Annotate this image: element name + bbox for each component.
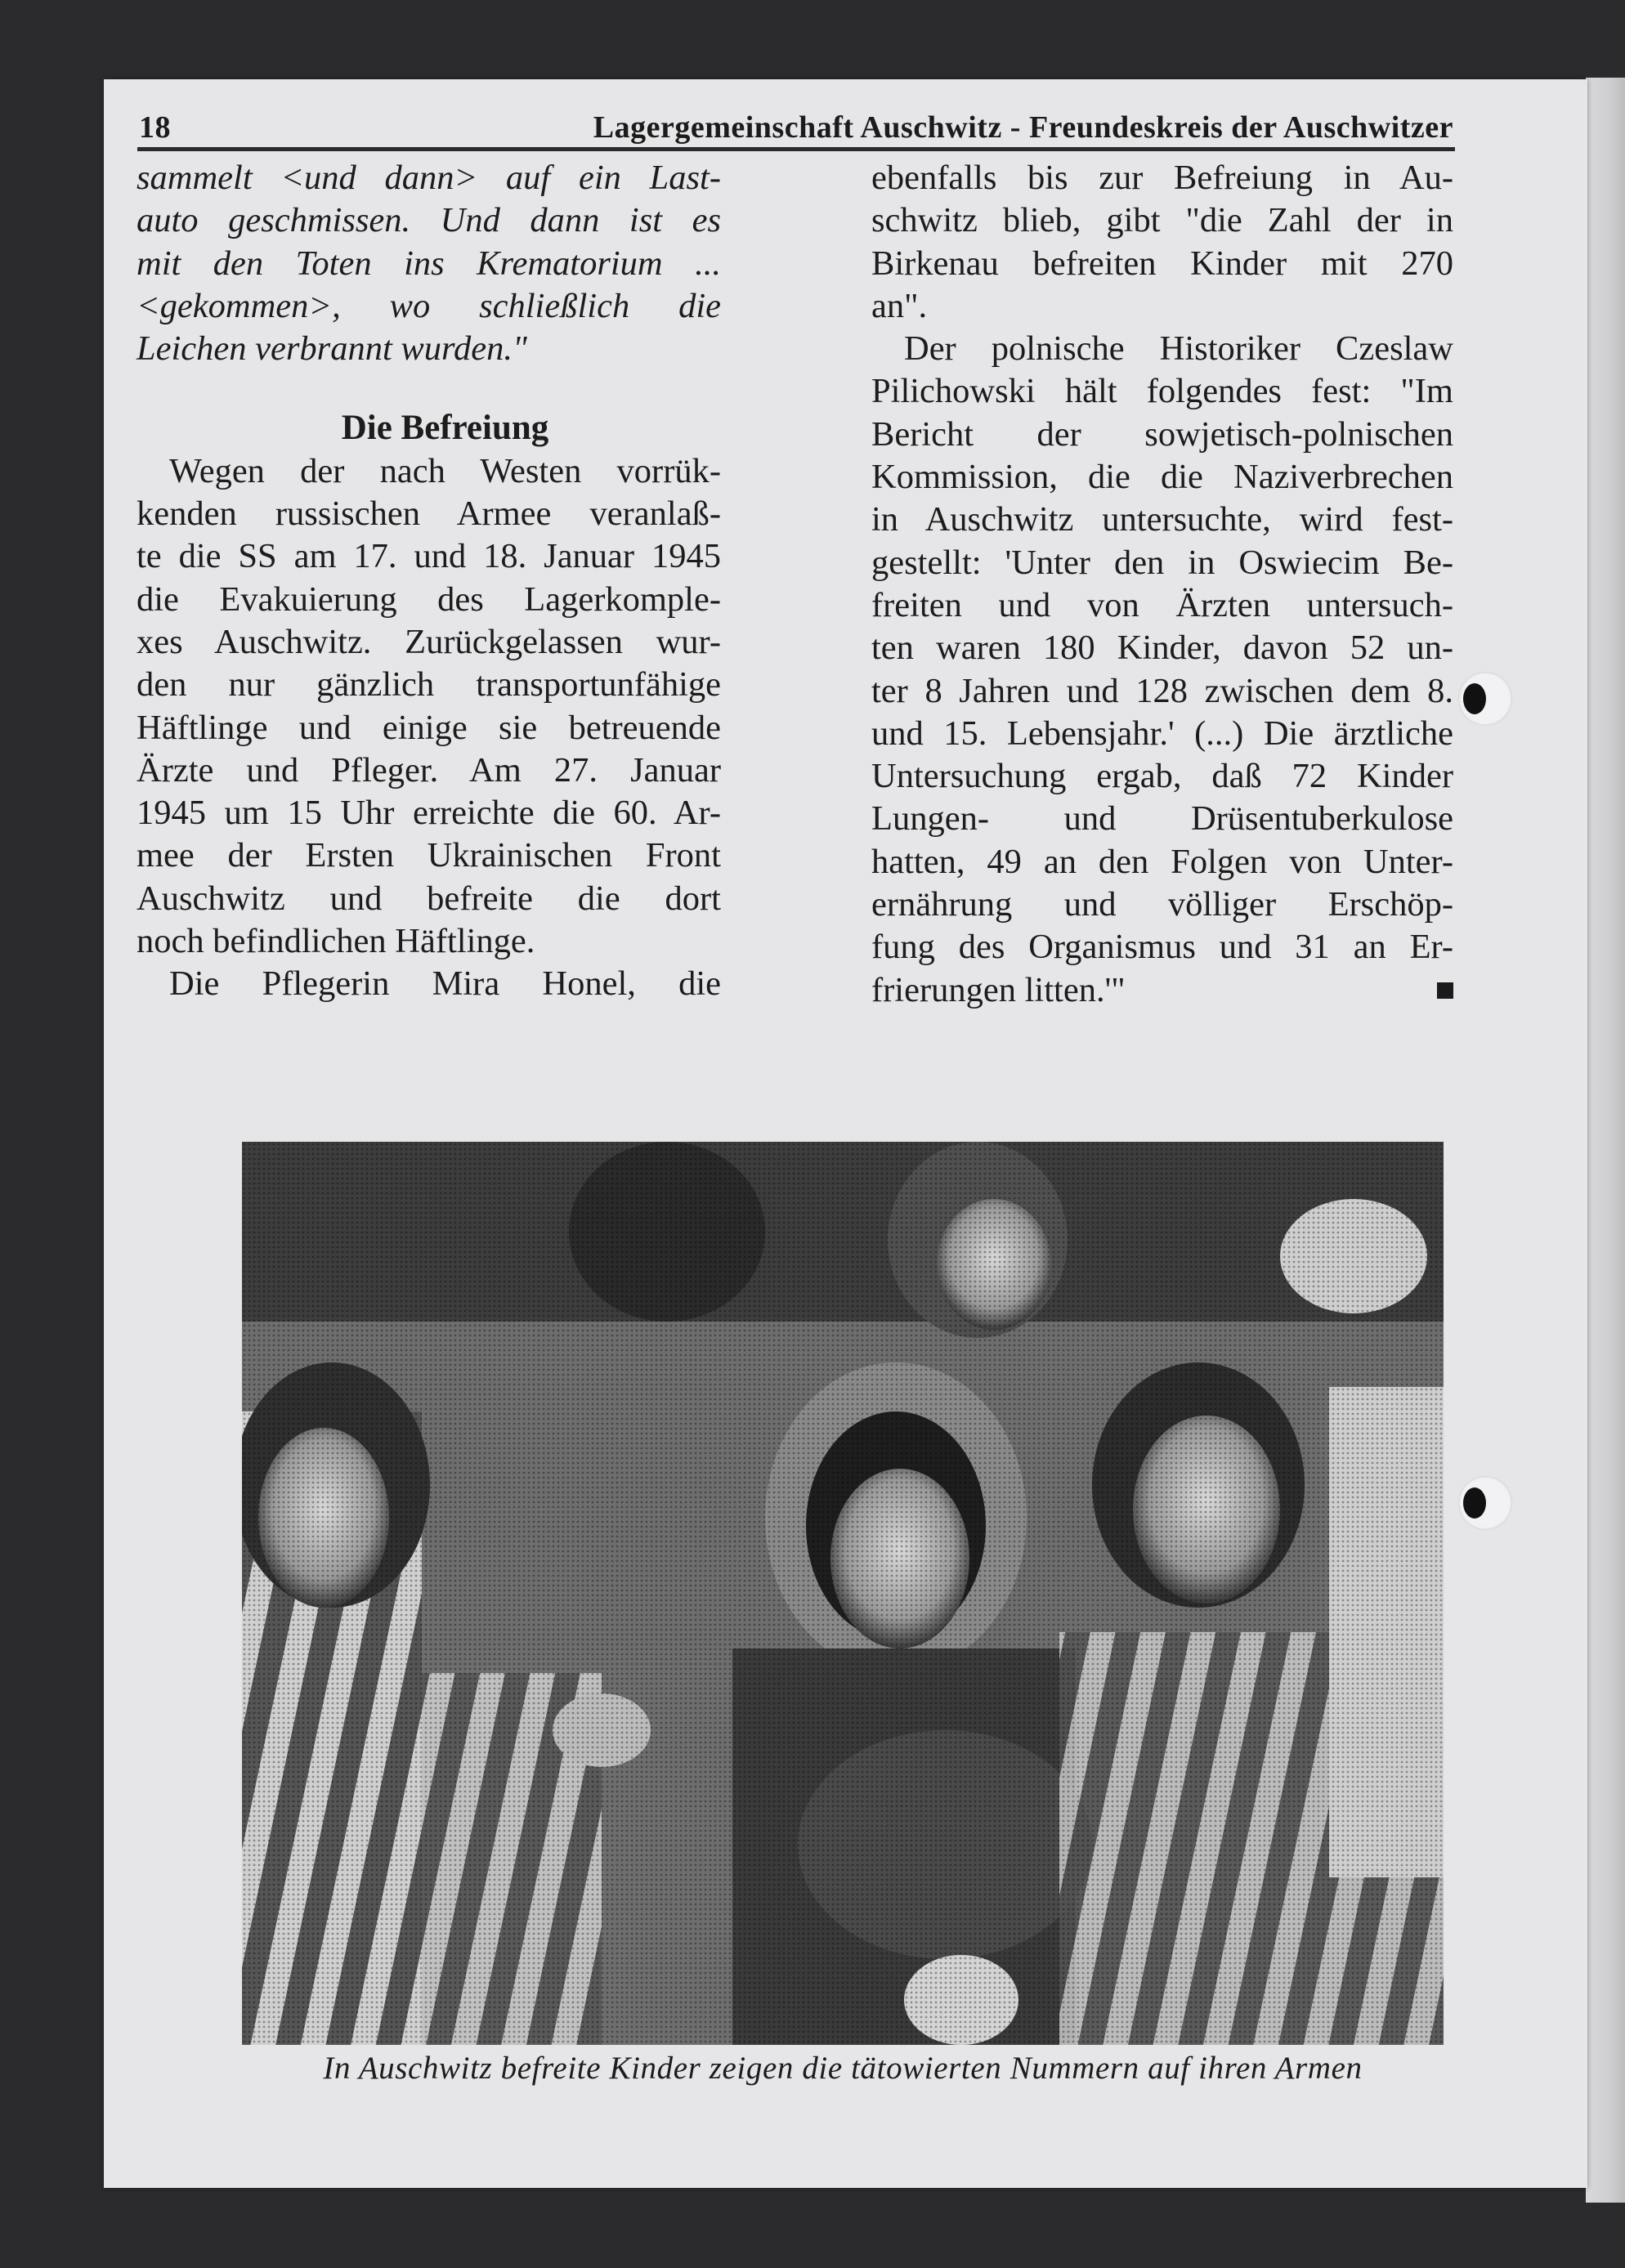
text-line: Kommission, die die Naziverbrechen — [871, 458, 1453, 497]
text-line: Untersuchung ergab, daß 72 Kinder — [871, 757, 1453, 796]
photo-rendering — [242, 1142, 1444, 2045]
text-line: an". — [871, 286, 928, 325]
text-line: den nur gänzlich transportunfähige — [137, 665, 721, 705]
text-line: Wegen der nach Westen vorrük- — [169, 451, 721, 490]
right-column — [871, 157, 1453, 1012]
text-line: hatten, 49 an den Folgen von Unter- — [871, 842, 1453, 881]
running-title: Lagergemeinschaft Auschwitz - Freundeskreis der Auschwitzer — [593, 110, 1453, 145]
text-line: schwitz blieb, gibt "die Zahl der in — [871, 201, 1453, 240]
text-line: fung des Organismus und 31 an Er- — [871, 928, 1453, 967]
quote-line: Leichen verbrannt wurden." — [137, 329, 527, 369]
header-rule — [137, 147, 1455, 151]
text-line: gestellt: 'Unter den in Oswiecim Be- — [871, 543, 1453, 582]
text-line: in Auschwitz untersuchte, wird fest- — [871, 500, 1453, 539]
quote-line: <gekommen>, wo schließlich die — [137, 286, 721, 325]
section-heading: Die Befreiung — [341, 409, 549, 448]
text-line: Auschwitz und befreite die dort — [137, 879, 721, 918]
scan-background-edge — [1586, 78, 1625, 2203]
text-line: noch befindlichen Häftlinge. — [137, 922, 535, 961]
left-column — [137, 157, 721, 1006]
page-header — [139, 96, 1453, 145]
photo-caption: In Auschwitz befreite Kinder zeigen die tätowierten Nummern auf ihren Armen — [323, 2051, 1363, 2086]
quote-line: sammelt <und dann> auf ein Last- — [137, 159, 721, 197]
text-line: xes Auschwitz. Zurückgelassen wur- — [137, 622, 721, 661]
page-number: 18 — [139, 110, 171, 145]
text-line: te die SS am 17. und 18. Januar 1945 — [137, 537, 721, 576]
text-line: Bericht der sowjetisch-polnischen — [871, 414, 1453, 454]
text-line: ter 8 Jahren und 128 zwischen dem 8. — [871, 671, 1453, 710]
text-line: freiten und von Ärzten untersuch- — [871, 585, 1453, 624]
punch-hole — [1458, 672, 1512, 726]
text-line — [871, 969, 1453, 1012]
text-line: Ärzte und Pfleger. Am 27. Januar — [137, 750, 721, 790]
text-line: und 15. Lebensjahr.' (...) Die ärztliche — [871, 714, 1453, 753]
quote-line: auto geschmissen. Und dann ist es — [137, 201, 721, 240]
photograph-children — [242, 1142, 1444, 2045]
text-line: Birkenau befreiten Kinder mit 270 — [871, 244, 1453, 283]
text-line: ernährung und völliger Erschöp- — [871, 885, 1453, 924]
text-line: Häftlinge und einige sie betreuende — [137, 708, 721, 747]
punch-hole — [1458, 1476, 1512, 1530]
text-line: Der polnische Historiker Czeslaw — [904, 329, 1453, 369]
quote-line: mit den Toten ins Krematorium ... — [137, 244, 721, 283]
text-line: ten waren 180 Kinder, davon 52 un- — [871, 629, 1453, 668]
text-line: 1945 um 15 Uhr erreichte die 60. Ar- — [137, 794, 721, 833]
text-line: Pilichowski hält folgendes fest: "Im — [871, 372, 1453, 411]
text-line-content: frierungen litten.'" — [871, 970, 1126, 1009]
end-of-article-mark — [1437, 982, 1453, 999]
text-line: die Evakuierung des Lagerkomple- — [137, 579, 721, 619]
text-line: mee der Ersten Ukrainischen Front — [137, 836, 721, 875]
text-line: Lungen- und Drüsentuberkulose — [871, 799, 1453, 839]
text-line: kenden russischen Armee veranlaß- — [137, 494, 721, 534]
text-line: ebenfalls bis zur Befreiung in Au- — [871, 159, 1453, 197]
text-line: Die Pflegerin Mira Honel, die — [169, 964, 721, 1004]
